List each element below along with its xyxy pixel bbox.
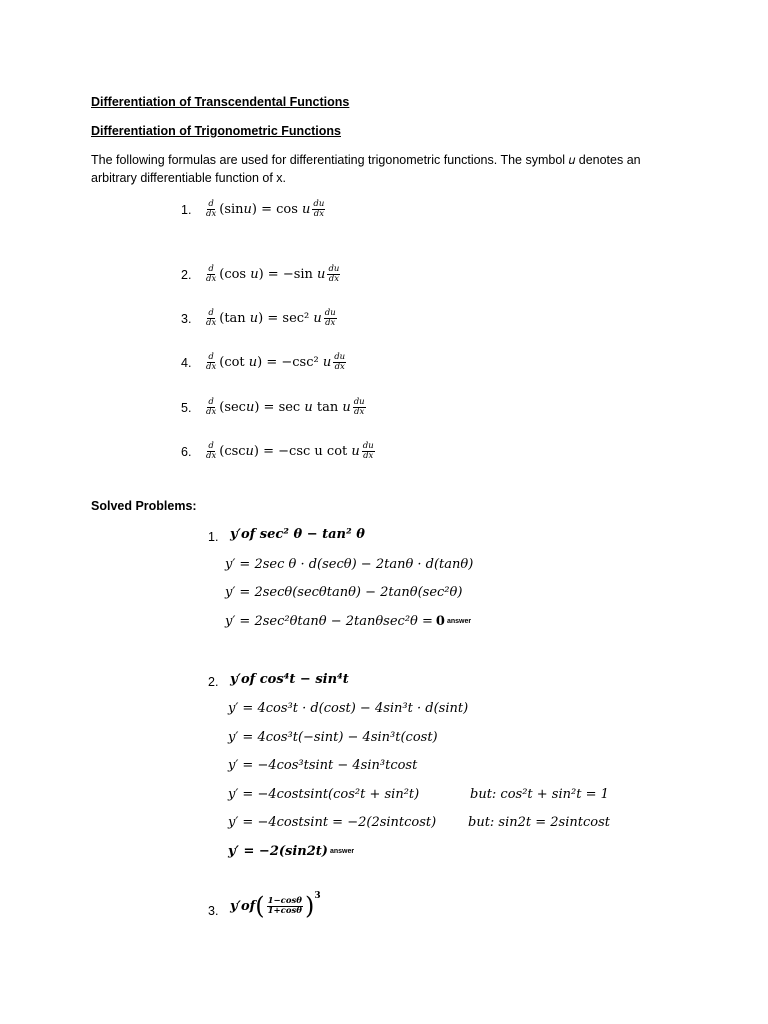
formula-4 [181, 353, 348, 372]
formula-3 [181, 309, 339, 328]
derivative-operator: $\frac{d}{dx}$ [206, 264, 217, 284]
chain-factor: $\frac{du}{dx}$ [313, 199, 325, 219]
problem-2-final: y′ = −2(sin2t) answer [228, 844, 355, 859]
chain-factor: $\frac{du}{dx}$ [328, 264, 340, 284]
problem-2-note-1: but: cos²t + sin²t = 1 [470, 787, 609, 802]
formula-number: 4. [181, 355, 192, 370]
formula-1 [181, 200, 327, 219]
formula-6 [181, 442, 377, 461]
formula-number: 1. [181, 202, 192, 217]
problem-1-result: 0 [435, 614, 445, 629]
problem-2-statement: y′of cos⁴t − sin⁴t [230, 672, 349, 687]
formula-number: 6. [181, 444, 192, 459]
answer-tag: answer [329, 848, 355, 855]
problem-2-step-2: y′ = 4cos³t(−sint) − 4sin³t(cost) [228, 730, 438, 745]
chain-factor: $\frac{du}{dx}$ [362, 441, 374, 461]
formula-body: (tan 𝑢) = sec² 𝑢 [219, 311, 322, 326]
problem-3-number: 3. [208, 904, 219, 918]
formula-number: 3. [181, 311, 192, 326]
problem-2-step-5: y′ = −4costsint = −2(2sintcost) [228, 815, 437, 830]
chain-factor: $\frac{du}{dx}$ [324, 308, 336, 328]
derivative-operator: $\frac{d}{dx}$ [206, 441, 217, 461]
problem-1-step-1: y′ = 2sec θ · d(secθ) − 2tanθ · d(tanθ) [225, 557, 474, 572]
problem-2-step-4: y′ = −4costsint(cos²t + sin²t) [228, 787, 420, 802]
formula-body: (sin𝑢) = cos 𝑢 [219, 202, 311, 217]
formula-body: (cos 𝑢) = −sin 𝑢 [219, 267, 326, 282]
page-title: Differentiation of Transcendental Functions [91, 95, 350, 109]
formula-body: (cot 𝑢) = −csc² 𝑢 [219, 355, 332, 370]
problem-3-statement: y′of ( $\frac{1-\cos\theta}{1+\cos\theta}$ ) 3 [230, 891, 321, 920]
derivative-operator: $\frac{d}{dx}$ [206, 308, 217, 328]
formula-number: 5. [181, 400, 192, 415]
section-heading: Differentiation of Trigonometric Functions [91, 124, 341, 138]
formula-body: (csc𝑢) = −csc u cot 𝑢 [219, 444, 360, 459]
chain-factor: $\frac{du}{dx}$ [353, 397, 365, 417]
problem-1-step-3: y′ = 2sec²θtanθ − 2tanθsec²θ = 0 answer [225, 614, 472, 629]
chain-factor: $\frac{du}{dx}$ [334, 352, 346, 372]
derivative-operator: $\frac{d}{dx}$ [206, 199, 217, 219]
solved-problems-heading: Solved Problems: [91, 499, 197, 513]
derivative-operator: $\frac{d}{dx}$ [206, 397, 217, 417]
formula-2 [181, 265, 342, 284]
answer-tag: answer [446, 618, 472, 625]
problem-1-step-2: y′ = 2secθ(secθtanθ) − 2tanθ(sec²θ) [225, 585, 463, 600]
problem-1-statement: y′of sec² θ − tan² θ [230, 527, 365, 542]
problem-2-number: 2. [208, 675, 219, 689]
formula-number: 2. [181, 267, 192, 282]
problem-2-step-3: y′ = −4cos³tsint − 4sin³tcost [228, 758, 418, 773]
problem-2-note-2: but: sin2t = 2sintcost [468, 815, 610, 830]
intro-paragraph: The following formulas are used for differentiating trigonometric functions. The symbol 𝑢 denotes an arbitrary differentiable function of x. [91, 153, 641, 185]
problem-2-step-1: y′ = 4cos³t · d(cost) − 4sin³t · d(sint) [228, 701, 469, 716]
problem-1-number: 1. [208, 530, 219, 544]
formula-5 [181, 398, 368, 417]
derivative-operator: $\frac{d}{dx}$ [206, 352, 217, 372]
formula-body: (sec𝑢) = sec 𝑢 tan 𝑢 [219, 400, 351, 415]
